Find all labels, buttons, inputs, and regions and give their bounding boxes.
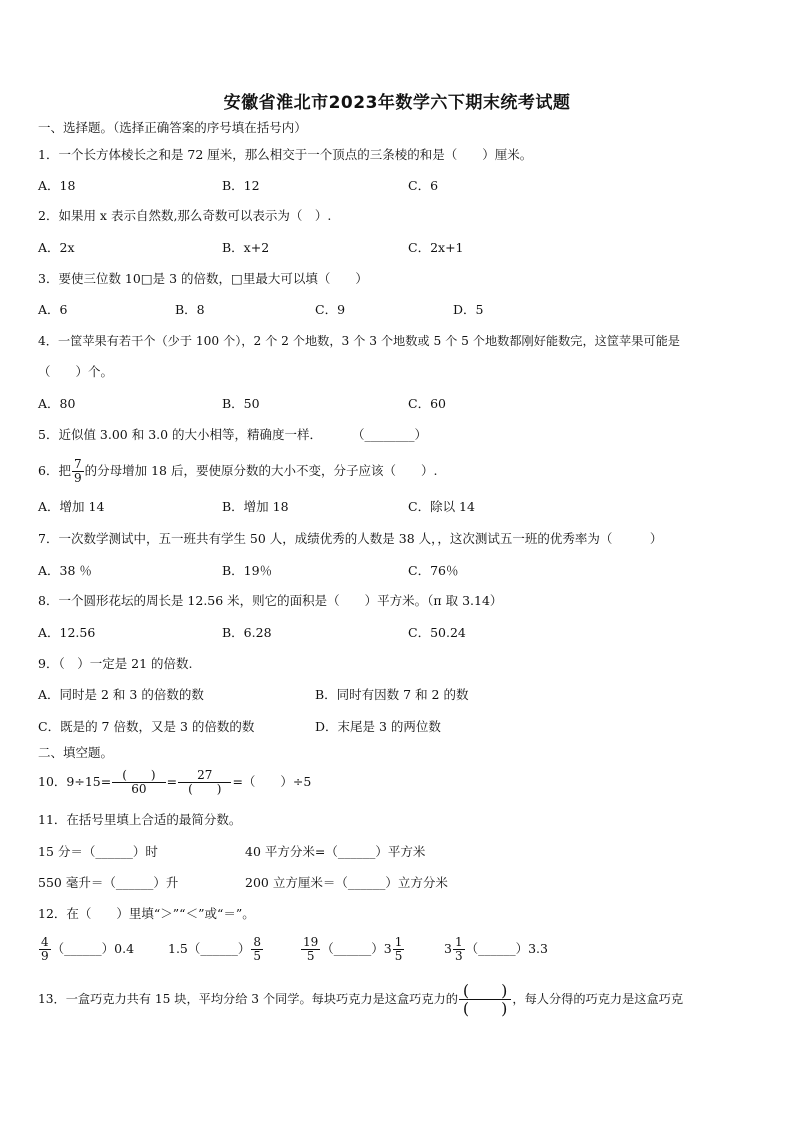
q12-item-4-denominator: 3	[454, 949, 463, 963]
q12-item-2-denominator: 5	[253, 949, 262, 963]
q10-fraction-1-numerator: ( )	[112, 769, 165, 783]
question-10-suffix: =（ ）÷5	[232, 774, 312, 789]
q12-item-3-numerator: 19	[303, 935, 319, 949]
q11-item-1: 15 分＝（______）时	[38, 844, 158, 859]
q12-item-1-denominator: 9	[41, 949, 49, 963]
question-7: 7．一次数学测试中，五一班共有学生 50 人，成绩优秀的人数是 38 人，，这次测试五一班的优秀率为（ ）	[38, 531, 663, 546]
question-5	[38, 427, 427, 443]
q3-option-a: A．6	[38, 302, 68, 317]
q6-option-a: A．增加 14	[38, 499, 105, 514]
question-9: 9．（ ）一定是 21 的倍数.	[38, 656, 193, 671]
question-13-suffix: ，每人分得的巧克力是这盒巧克	[512, 992, 684, 1006]
question-11: 11．在括号里填上合适的最简分数。	[38, 812, 242, 827]
question-4: 4．一筐苹果有若干个（少于 100 个），2 个 2 个地数，3 个 3 个地数或 5 个 5 个地数都刚好能数完，这筐苹果可能是	[38, 334, 680, 348]
q6-option-b: B．增加 18	[222, 499, 289, 514]
q10-equals: =	[166, 774, 178, 789]
q12-item-1-fraction	[39, 936, 51, 963]
q12-item-1-rest: （______）0.4	[51, 941, 135, 956]
question-3: 3．要使三位数 10□是 3 的倍数，□里最大可以填（ ）	[38, 271, 368, 286]
q6-fraction	[72, 458, 84, 485]
q6-fraction-numerator: 7	[73, 457, 82, 471]
section-heading-choice: 一、选择题。（选择正确答案的序号填在括号内）	[38, 120, 307, 135]
question-13	[38, 978, 683, 1020]
q10-fraction-1-denominator: 60	[131, 782, 147, 796]
q2-option-c: C．2x+1	[408, 240, 464, 255]
q2-option-a: A．2x	[38, 240, 75, 255]
question-10	[38, 764, 311, 800]
q12-item-3-fraction	[301, 936, 320, 963]
q13-fraction	[459, 982, 512, 1017]
q12-item-2-numerator: 8	[253, 935, 262, 949]
question-5-answer-blank: （________）	[352, 427, 428, 442]
q8-option-b: B．6.28	[222, 625, 272, 640]
q9-option-a: A．同时是 2 和 3 的倍数的数	[38, 687, 204, 702]
q12-item-3-mixed-denominator: 5	[394, 949, 403, 963]
q12-item-3-mixed-fraction	[393, 936, 405, 963]
question-10-prefix: 10．9÷15=	[38, 774, 112, 789]
q4-option-b: B．50	[222, 396, 260, 411]
q1-option-b: B．12	[222, 178, 260, 193]
question-12: 12．在（ ）里填“＞”“＜”或“＝”。	[38, 906, 255, 921]
q13-fraction-numerator: ( )	[459, 982, 512, 1000]
q12-item-2-fraction	[251, 936, 263, 963]
q12-item-1	[38, 930, 134, 968]
q12-item-4	[444, 930, 548, 968]
q10-fraction-2-denominator: ( )	[188, 782, 222, 796]
q12-item-1-numerator: 4	[41, 935, 49, 949]
q11-item-4: 200 立方厘米＝（______）立方分米	[245, 875, 448, 890]
q13-fraction-denominator: ( )	[462, 999, 508, 1018]
q6-option-c: C．除以 14	[408, 499, 475, 514]
q12-item-3-middle: （______）3	[321, 941, 392, 956]
q3-option-c: C．9	[315, 302, 346, 317]
q11-item-2: 40 平方分米=（______）平方米	[245, 844, 426, 859]
question-6-prefix: 6．把	[38, 463, 71, 478]
q6-fraction-denominator: 9	[73, 471, 82, 485]
question-6-suffix: 的分母增加 18 后，要使原分数的大小不变，分子应该（ ）.	[84, 463, 438, 478]
q7-option-a: A．38 ％	[38, 563, 92, 578]
q2-option-b: B．x+2	[222, 240, 270, 255]
section-heading-fill: 二、填空题。	[38, 745, 114, 760]
q10-fraction-2	[178, 769, 231, 796]
q12-item-3	[300, 930, 405, 968]
q7-option-c: C．76％	[408, 563, 459, 578]
q1-option-c: C．6	[408, 178, 439, 193]
question-2: 2．如果用 x 表示自然数,那么奇数可以表示为（ ）.	[38, 208, 332, 223]
page-title: 安徽省淮北市2023年数学六下期末统考试题	[223, 93, 571, 113]
q12-item-4-whole: 3	[444, 941, 452, 956]
q4-option-a: A．80	[38, 396, 76, 411]
q8-option-a: A．12.56	[38, 625, 96, 640]
q10-fraction-2-numerator: 27	[178, 769, 231, 783]
q1-option-a: A．18	[38, 178, 76, 193]
q12-item-4-fraction	[453, 936, 465, 963]
q8-option-c: C．50.24	[408, 625, 466, 640]
question-4-continued: （ ）个。	[38, 364, 114, 379]
question-6	[38, 456, 437, 486]
q12-item-2	[168, 930, 264, 968]
q12-item-4-numerator: 1	[454, 935, 463, 949]
q4-option-c: C．60	[408, 396, 446, 411]
q12-item-2-lead: 1.5（______）	[168, 941, 251, 956]
q9-option-c: C．既是的 7 倍数，又是 3 的倍数的数	[38, 719, 255, 734]
q9-option-b: B．同时有因数 7 和 2 的数	[315, 687, 469, 702]
q12-item-3-mixed-numerator: 1	[394, 935, 403, 949]
question-1: 1．一个长方体棱长之和是 72 厘米，那么相交于一个顶点的三条棱的和是（ ）厘米。	[38, 147, 533, 162]
q11-item-3: 550 毫升＝（______）升	[38, 875, 179, 890]
q12-item-4-rest: （______）3.3	[465, 941, 548, 956]
question-5-text: 5．近似值 3.00 和 3.0 的大小相等，精确度一样．	[38, 427, 323, 442]
q3-option-d: D．5	[453, 302, 484, 317]
q10-fraction-1	[112, 769, 165, 796]
q9-option-d: D．末尾是 3 的两位数	[315, 719, 441, 734]
q3-option-b: B．8	[175, 302, 205, 317]
q7-option-b: B．19％	[222, 563, 273, 578]
question-8: 8．一个圆形花坛的周长是 12.56 米，则它的面积是（ ）平方米。（π 取 3.14）	[38, 593, 503, 608]
question-13-text: 13．一盒巧克力共有 15 块，平均分给 3 个同学。每块巧克力是这盒巧克力的	[38, 992, 458, 1006]
q12-item-3-denominator: 5	[306, 949, 315, 963]
